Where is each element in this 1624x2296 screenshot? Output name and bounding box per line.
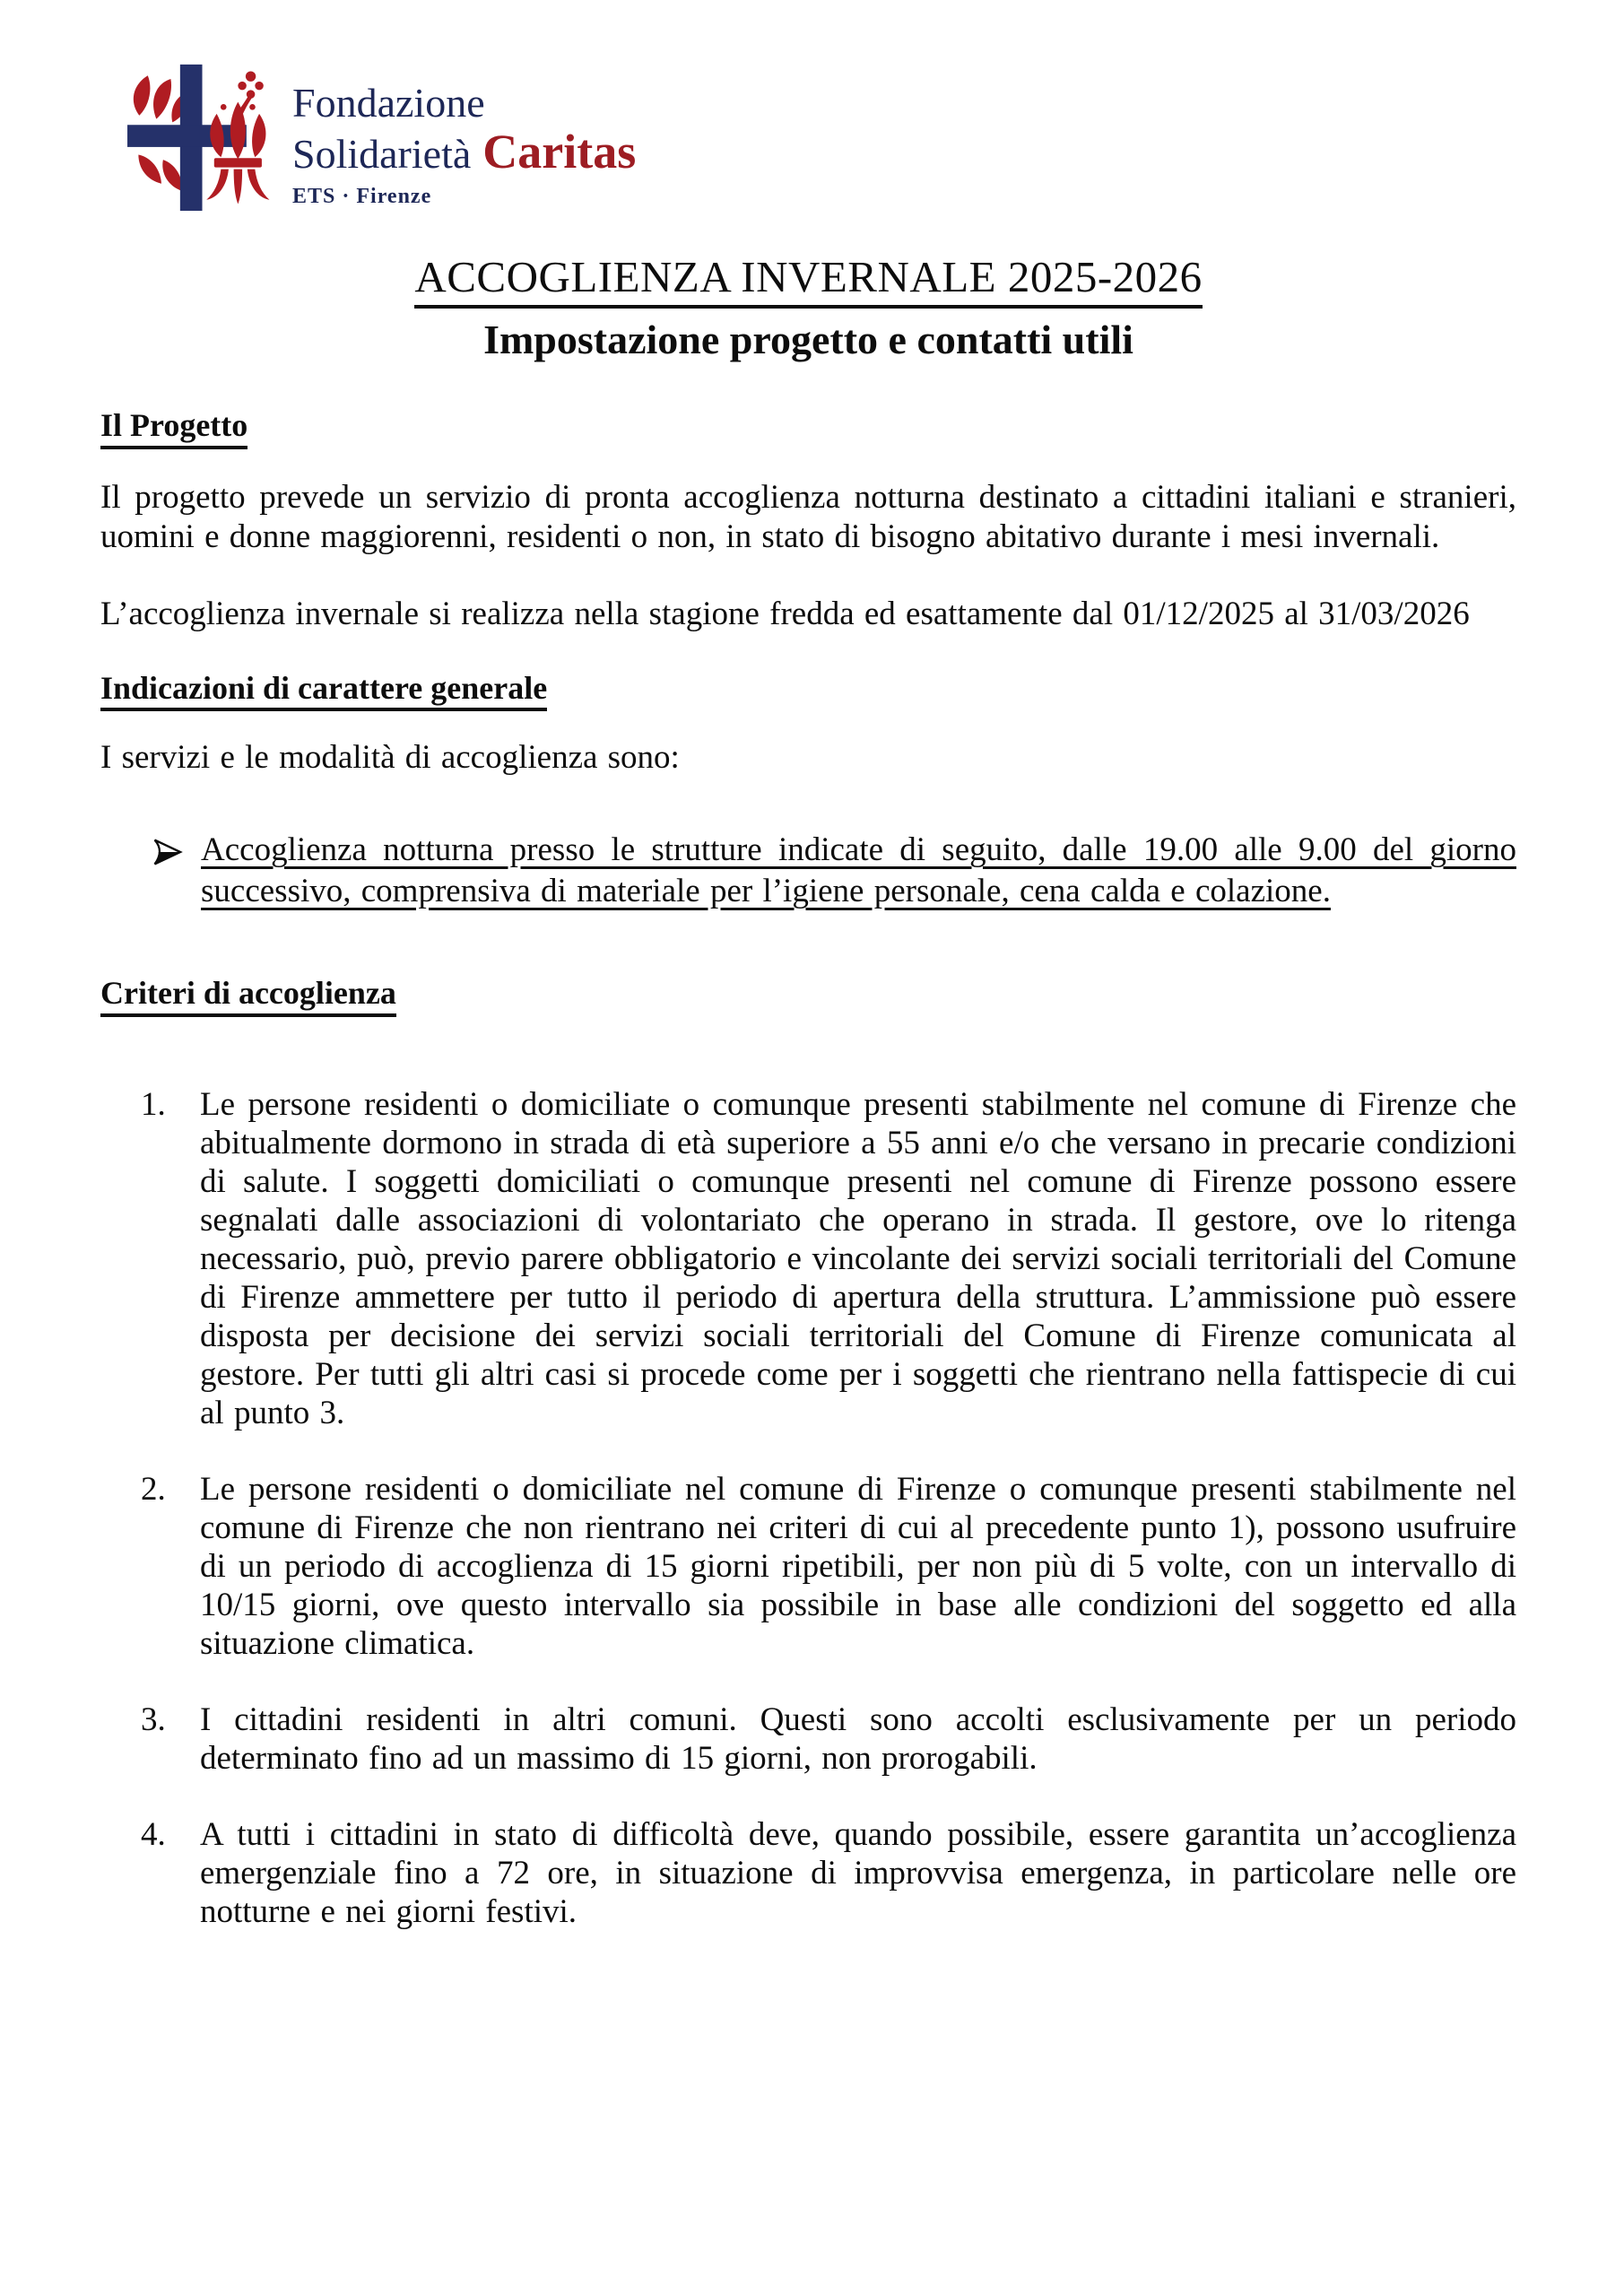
paragraph-project-dates: L’accoglienza invernale si realizza nella stagione fredda ed esattamente dal 01/12/2025 al 31/03/2026	[100, 595, 1470, 632]
section-heading-indicazioni: Indicazioni di carattere generale	[100, 670, 547, 711]
logo-line-ets-firenze: ETS · Firenze	[292, 185, 432, 208]
list-item-text: Le persone residenti o domiciliate nel comune di Firenze o comunque presenti stabilmente nel comune di Firenze che non rientrano nei criteri di cui al precedente punto 1), possono usufruire di un periodo di accoglienza di 15 giorni ripetibili, per non più di 5 volte, con un intervallo di 10/15 giorni, ove questo intervallo sia possibile in base alle condizioni del soggetto ed alla situazione climatica.	[200, 1470, 1516, 1662]
list-item	[141, 1700, 1516, 1778]
section-heading-criteri: Criteri di accoglienza	[100, 975, 396, 1016]
section-heading-il-progetto: Il Progetto	[100, 407, 248, 448]
logo-wordmark	[292, 63, 636, 209]
caritas-cross-lily-icon	[126, 63, 296, 212]
bullet-item-text: Accoglienza notturna presso le strutture indicate di seguito, dalle 19.00 alle 9.00 del giorno successivo, comprensiva di materiale per l’igiene personale, cena calda e colazione.	[201, 831, 1516, 910]
list-item-text: I cittadini residenti in altri comuni. Questi sono accolti esclusivamente per un periodo determinato fino ad un massimo di 15 giorni, non prorogabili.	[200, 1700, 1516, 1777]
logo-line-fondazione: Fondazione	[292, 80, 485, 126]
list-item	[141, 1085, 1516, 1432]
paragraph-services-intro: I servizi e le modalità di accoglienza sono:	[100, 739, 680, 777]
arrow-bullet-icon	[150, 830, 201, 912]
list-item-number: 4.	[141, 1815, 166, 1853]
logo	[126, 63, 1516, 212]
logo-line-solidarieta: Solidarietà	[292, 131, 472, 177]
paragraph-project-description: Il progetto prevede un servizio di pronta accoglienza notturna destinato a cittadini italiani e stranieri, uomini e donne maggiorenni, residenti o non, in stato di bisogno abitativo durante i mesi invernali.	[100, 478, 1516, 555]
logo-line-caritas: Caritas	[482, 125, 637, 178]
list-item-text: A tutti i cittadini in stato di difficoltà deve, quando possibile, essere garantita un’accoglienza emergenziale fino a 72 ore, in situazione di improvvisa emergenza, in particolare nelle ore notturne e nei giorni festivi.	[200, 1815, 1516, 1930]
list-item	[141, 1470, 1516, 1663]
list-item	[141, 1815, 1516, 1931]
list-item-number: 3.	[141, 1700, 166, 1738]
criteria-list	[141, 1085, 1516, 1931]
document-subtitle: Impostazione progetto e contatti utili	[483, 316, 1133, 362]
list-item-number: 2.	[141, 1470, 166, 1508]
bullet-item	[150, 830, 1516, 912]
list-item-number: 1.	[141, 1085, 166, 1123]
document-title: ACCOGLIENZA INVERNALE 2025-2026	[414, 253, 1202, 309]
list-item-text: Le persone residenti o domiciliate o comunque presenti stabilmente nel comune di Firenze che abitualmente dormono in strada di età superiore a 55 anni e/o che versano in precarie condizioni di salute. I soggetti domiciliati o comunque presenti nel comune di Firenze possono essere segnalati dalle associazioni di volontariato che operano in strada. Il gestore, ove lo ritenga necessario, può, previo parere obbligatorio e vincolante dei servizi sociali territoriali del Comune di Firenze ammettere per tutto il periodo di apertura della struttura. L’ammissione può essere disposta per decisione dei servizi sociali territoriali del Comune di Firenze comunicata al gestore. Per tutti gli altri casi si procede come per i soggetti che rientrano nella fattispecie di cui al punto 3.	[200, 1085, 1516, 1431]
